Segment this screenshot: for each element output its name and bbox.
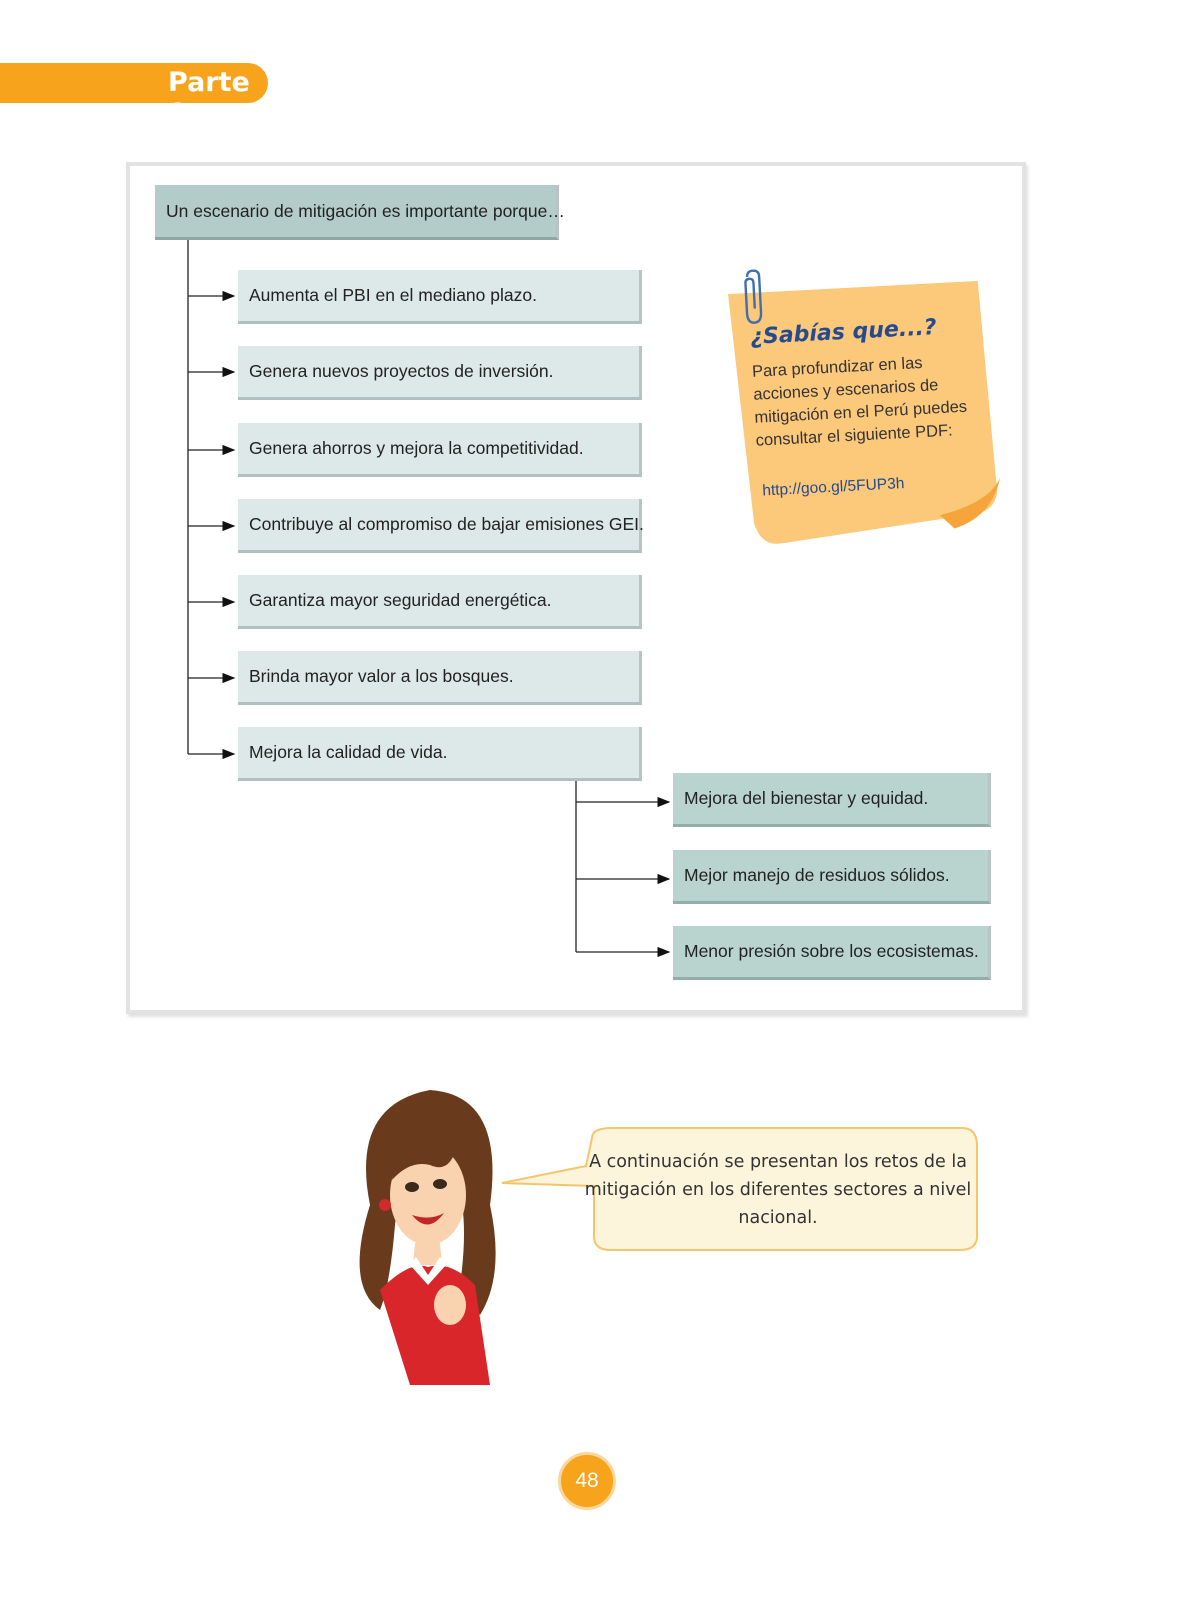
sticky-note xyxy=(728,280,1003,545)
note-title: ¿Sabías que...? xyxy=(749,315,938,350)
diagram-item: Mejora la calidad de vida. xyxy=(238,727,642,781)
paperclip-icon xyxy=(737,268,774,332)
note-text: Para profundizar en las acciones y escenarios de mitigación en el Perú puedes consultar el siguiente PDF: xyxy=(751,353,968,450)
diagram-sub-item: Mejora del bienestar y equidad. xyxy=(673,773,991,827)
diagram-sub-item: Mejor manejo de residuos sólidos. xyxy=(673,850,991,904)
part-label: Parte 1 xyxy=(168,67,250,129)
teacher-illustration xyxy=(340,1085,520,1390)
note-link[interactable]: http://goo.gl/5FUP3h xyxy=(761,475,905,500)
diagram-item: Aumenta el PBI en el mediano plazo. xyxy=(238,270,642,324)
page-number: 48 xyxy=(558,1452,616,1510)
diagram-item: Genera nuevos proyectos de inversión. xyxy=(238,346,642,400)
speech-text: A continuación se presentan los retos de la mitigación en los diferentes sectores a nivel nacional. xyxy=(584,1152,972,1228)
diagram-item: Contribuye al compromiso de bajar emisiones GEI. xyxy=(238,499,642,553)
diagram-root-box: Un escenario de mitigación es importante porque… xyxy=(155,185,559,240)
diagram-item: Garantiza mayor seguridad energética. xyxy=(238,575,642,629)
diagram-item: Brinda mayor valor a los bosques. xyxy=(238,651,642,705)
diagram-sub-item: Menor presión sobre los ecosistemas. xyxy=(673,926,991,980)
diagram-item: Genera ahorros y mejora la competitividad. xyxy=(238,423,642,477)
